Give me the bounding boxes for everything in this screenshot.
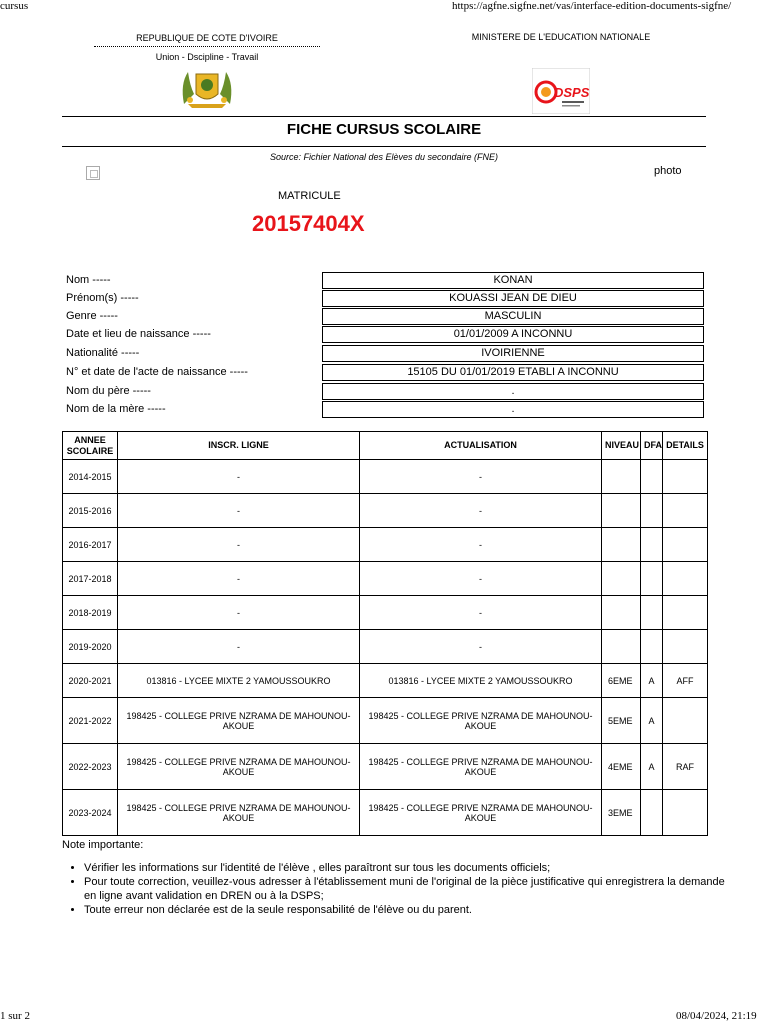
cell-inscr: - [118, 596, 360, 630]
print-footer-page: 1 sur 2 [0, 1010, 30, 1022]
table-row [63, 494, 708, 528]
identity-label: Date et lieu de naissance ----- [66, 328, 211, 340]
identity-row-acte [66, 364, 706, 381]
identity-row-prenoms [66, 290, 706, 307]
matricule-label: MATRICULE [278, 190, 341, 202]
cell-dfa [641, 460, 663, 494]
table-row [63, 630, 708, 664]
cell-inscr: 198425 - COLLEGE PRIVE NZRAMA DE MAHOUNOU-AKOUE [118, 744, 360, 790]
header-inscr-ligne: INSCR. LIGNE [118, 432, 360, 460]
country-name: REPUBLIQUE DE COTE D'IVOIRE [136, 33, 278, 43]
cell-dfa: A [641, 698, 663, 744]
cell-actu: - [360, 494, 602, 528]
identity-label: Nom ----- [66, 274, 111, 286]
cell-actu: - [360, 562, 602, 596]
cell-details [663, 698, 708, 744]
note-item: • Pour toute correction, veuillez-vous adresser à l'établissement muni de l'original de la pièce justificative qui enregistrera la demande en ligne avant validation en DREN ou à la DSPS; [84, 875, 734, 903]
identity-value: MASCULIN [322, 308, 704, 325]
identity-value: KONAN [322, 272, 704, 289]
title-top-rule [62, 116, 706, 117]
cell-actu: - [360, 596, 602, 630]
header-niveau: NIVEAU [602, 432, 641, 460]
cursus-table [62, 431, 708, 836]
cell-details [663, 596, 708, 630]
cell-actu: - [360, 460, 602, 494]
cell-inscr: - [118, 562, 360, 596]
cell-details [663, 562, 708, 596]
identity-row-naissance [66, 326, 706, 343]
cell-details [663, 460, 708, 494]
cell-dfa [641, 630, 663, 664]
identity-label: Nom du père ----- [66, 385, 151, 397]
cell-inscr: - [118, 528, 360, 562]
table-row [63, 744, 708, 790]
national-motto: Union - Dscipline - Travail [155, 52, 259, 62]
cell-year: 2015-2016 [63, 494, 118, 528]
cell-niveau [602, 562, 641, 596]
identity-row-nationalite [66, 345, 706, 362]
identity-value: 01/01/2009 A INCONNU [322, 326, 704, 343]
republic-header [94, 32, 320, 63]
broken-image-icon [86, 166, 100, 180]
cell-actu: 198425 - COLLEGE PRIVE NZRAMA DE MAHOUNOU-AKOUE [360, 698, 602, 744]
identity-label: Genre ----- [66, 310, 118, 322]
cell-niveau: 4EME [602, 744, 641, 790]
dotted-divider [94, 46, 320, 47]
header-annee-scolaire: ANNEE SCOLAIRE [63, 432, 118, 460]
table-row [63, 528, 708, 562]
cell-dfa [641, 562, 663, 596]
cell-year: 2014-2015 [63, 460, 118, 494]
cell-inscr: - [118, 460, 360, 494]
cell-inscr: - [118, 630, 360, 664]
cell-niveau [602, 630, 641, 664]
cell-actu: 198425 - COLLEGE PRIVE NZRAMA DE MAHOUNOU-AKOUE [360, 744, 602, 790]
table-row [63, 596, 708, 630]
identity-value: IVOIRIENNE [322, 345, 704, 362]
cell-details: AFF [663, 664, 708, 698]
header-details: DETAILS [663, 432, 708, 460]
cell-year: 2022-2023 [63, 744, 118, 790]
cell-niveau: 3EME [602, 790, 641, 836]
ministry-name: MINISTERE DE L'EDUCATION NATIONALE [471, 32, 651, 42]
cell-year: 2018-2019 [63, 596, 118, 630]
cell-details: RAF [663, 744, 708, 790]
cell-year: 2019-2020 [63, 630, 118, 664]
cell-actu: 013816 - LYCEE MIXTE 2 YAMOUSSOUKRO [360, 664, 602, 698]
cell-year: 2021-2022 [63, 698, 118, 744]
dsps-logo-icon [532, 68, 590, 114]
note-item: • Vérifier les informations sur l'identité de l'élève , elles paraîtront sur tous les documents officiels; [84, 861, 734, 875]
cell-dfa: A [641, 664, 663, 698]
cell-year: 2023-2024 [63, 790, 118, 836]
notes-title: Note importante: [62, 839, 144, 851]
identity-value: . [322, 401, 704, 418]
cell-niveau [602, 596, 641, 630]
cell-details [663, 790, 708, 836]
identity-row-nom [66, 272, 706, 289]
cell-dfa: A [641, 744, 663, 790]
print-header-url: https://agfne.sigfne.net/vas/interface-edition-documents-sigfne/ [452, 0, 732, 12]
cell-details [663, 630, 708, 664]
cell-details [663, 528, 708, 562]
matricule-value: 20157404X [252, 211, 365, 236]
cell-year: 2016-2017 [63, 528, 118, 562]
identity-label: Nom de la mère ----- [66, 403, 166, 415]
cell-inscr: 198425 - COLLEGE PRIVE NZRAMA DE MAHOUNOU-AKOUE [118, 790, 360, 836]
cell-year: 2017-2018 [63, 562, 118, 596]
cell-dfa [641, 528, 663, 562]
cell-inscr: 013816 - LYCEE MIXTE 2 YAMOUSSOUKRO [118, 664, 360, 698]
identity-row-pere [66, 383, 706, 400]
document-source: Source: Fichier National des Elèves du secondaire (FNE) [269, 152, 499, 162]
cell-niveau [602, 460, 641, 494]
notes-list [62, 861, 734, 917]
table-row [63, 664, 708, 698]
print-header-title: cursus [0, 0, 29, 12]
cell-niveau [602, 494, 641, 528]
cell-actu: - [360, 630, 602, 664]
print-footer-datetime: 08/04/2024, 21:19 [676, 1010, 757, 1022]
identity-label: Prénom(s) ----- [66, 292, 139, 304]
cell-niveau [602, 528, 641, 562]
photo-label: photo [654, 165, 682, 177]
identity-label: N° et date de l'acte de naissance ----- [66, 366, 248, 378]
title-bottom-rule [62, 146, 706, 147]
cell-niveau: 5EME [602, 698, 641, 744]
dsps-logo-text: DSPS [554, 85, 590, 100]
table-row [63, 562, 708, 596]
cell-niveau: 6EME [602, 664, 641, 698]
cell-inscr: 198425 - COLLEGE PRIVE NZRAMA DE MAHOUNOU-AKOUE [118, 698, 360, 744]
table-row [63, 790, 708, 836]
cell-dfa [641, 494, 663, 528]
document-title: FICHE CURSUS SCOLAIRE [286, 121, 482, 138]
identity-label: Nationalité ----- [66, 347, 140, 359]
cell-actu: 198425 - COLLEGE PRIVE NZRAMA DE MAHOUNOU-AKOUE [360, 790, 602, 836]
identity-value: . [322, 383, 704, 400]
cell-year: 2020-2021 [63, 664, 118, 698]
cell-inscr: - [118, 494, 360, 528]
note-item: • Toute erreur non déclarée est de la seule responsabilité de l'élève ou du parent. [84, 903, 734, 917]
cell-actu: - [360, 528, 602, 562]
table-row [63, 460, 708, 494]
identity-value: 15105 DU 01/01/2019 ETABLI A INCONNU [322, 364, 704, 381]
cell-dfa [641, 596, 663, 630]
identity-row-mere [66, 401, 706, 418]
cell-details [663, 494, 708, 528]
identity-row-genre [66, 308, 706, 325]
table-header-row [63, 432, 708, 460]
identity-value: KOUASSI JEAN DE DIEU [322, 290, 704, 307]
table-row [63, 698, 708, 744]
header-actualisation: ACTUALISATION [360, 432, 602, 460]
header-dfa: DFA [641, 432, 663, 460]
cell-dfa [641, 790, 663, 836]
coat-of-arms-icon [178, 64, 236, 110]
